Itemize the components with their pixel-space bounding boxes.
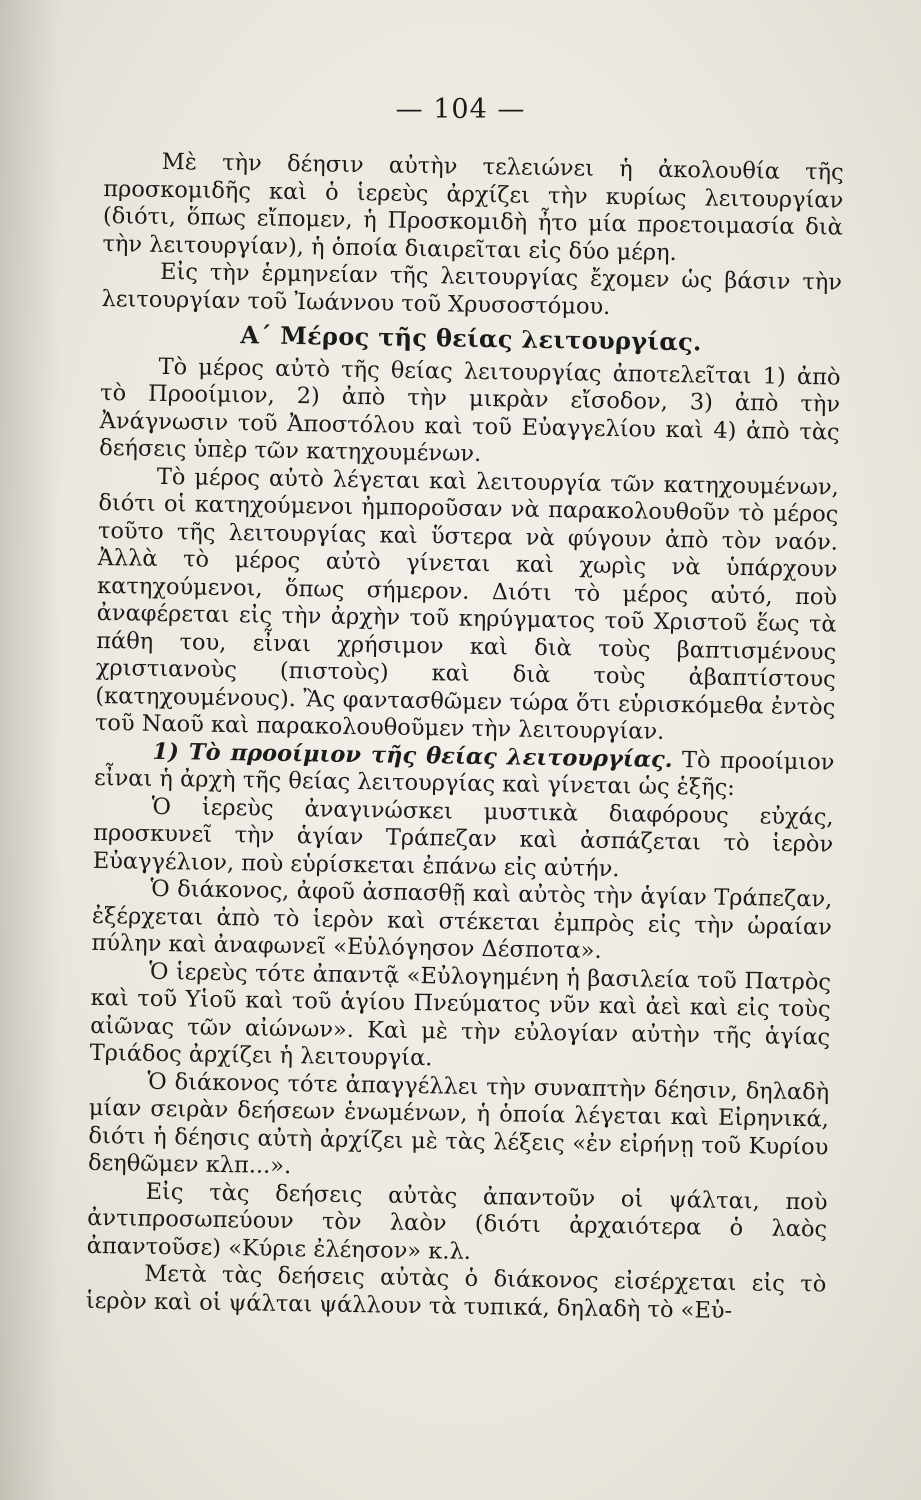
paragraph-liturgy-6: Μετὰ τὰς δεήσεις αὐτὰς ὁ διάκονος εἰσέρχεται εἰς τὸ ἱερὸν καὶ οἱ ψάλται ψάλλουν τὰ τυπικά, δηλαδὴ τὸ «Εὐ- <box>85 1260 827 1324</box>
paragraph-intro-2: Εἰς τὴν ἑρμηνείαν τῆς λειτουργίας ἔχομεν ὡς βάσιν τὴν λειτουργίαν τοῦ Ἰωάννου τοῦ Χρυσοστόμου. <box>101 258 843 320</box>
page-number: — 104 — <box>395 94 526 125</box>
paragraph-intro-1: Μὲ τὴν δέησιν αὐτὴν τελειώνει ἡ ἀκολουθία τῆς προσκομιδῆς καὶ ὁ ἱερεὺς ἀρχίζει τὴν κυρίως λειτουργίαν (διότι, ὅπως εἴπομεν, ἡ Προσκομιδὴ ἦτο μία προετοιμασία διὰ τὴν λειτουργίαν), ἡ ὁποία διαιρεῖται εἰς δύο μέρη. <box>102 148 844 266</box>
paragraph-part-a-1: Τὸ μέρος αὐτὸ τῆς θείας λειτουργίας ἀποτελεῖται 1) ἀπὸ τὸ Προοίμιον, 2) ἀπὸ τὴν μικρὰν εἴσοδον, 3) ἀπὸ τὴν Ἀνάγνωσιν τοῦ Ἀποστόλου καὶ τοῦ Εὐαγγελίου καὶ 4) ἀπὸ τὰς δεήσεις ὑπὲρ τῶν κατηχουμένων. <box>99 353 841 467</box>
paragraph-liturgy-1: Ὁ ἱερεὺς ἀναγινώσκει μυστικὰ διαφόρους εὐχάς, προσκυνεῖ τὴν ἁγίαν Τράπεζαν καὶ ἀσπάζεται τὸ ἱερὸν Εὐαγγέλιον, ποὺ εὑρίσκεται ἐπάνω εἰς αὐτήν. <box>92 793 834 882</box>
section-heading: Α΄ Μέρος τῆς θείας λειτουργίας. <box>240 320 702 357</box>
paragraph-liturgy-4: Ὁ διάκονος τότε ἀπαγγέλλει τὴν συναπτὴν δέησιν, δηλαδὴ μίαν σειρὰν δεήσεων ἑνωμένων, ἡ ὁποία λέγεται καὶ Εἰρηνικά, διότι ἡ δέησις αὐτὴ ἀρχίζει μὲ τὰς λέξεις «ἐν εἰρήνῃ τοῦ Κυρίου δεηθῶμεν κλπ...». <box>87 1068 830 1180</box>
paragraph-liturgy-5: Εἰς τὰς δεήσεις αὐτὰς ἀπαντοῦν οἱ ψάλται, ποὺ ἀντιπροσωπεύουν τὸν λαὸν (διότι ἀρχαιότερα ὁ λαὸς ἀπαντοῦσε) «Κύριε ἐλέησον» κ.λ. <box>86 1178 828 1265</box>
prooimion-run-in-heading: 1) Τὸ προοίμιον τῆς θείας λειτουργίας. <box>152 738 673 773</box>
paragraph-liturgy-2: Ὁ διάκονος, ἀφοῦ ἀσπασθῇ καὶ αὐτὸς τὴν ἁγίαν Τράπεζαν, ἐξέρχεται ἀπὸ τὸ ἱερὸν καὶ στέκεται ἐμπρὸς εἰς τὴν ὡραίαν πύλην καὶ ἀναφωνεῖ «Εὐλόγησον Δέσποτα». <box>91 875 833 964</box>
prooimion-text: Τὸ προοίμιον εἶναι ἡ ἀρχὴ τῆς θείας λειτουργίας καὶ γίνεται ὡς ἑξῆς: <box>93 746 835 801</box>
body-text <box>86 148 844 1326</box>
paragraph-part-a-2: Τὸ μέρος αὐτὸ λέγεται καὶ λειτουργία τῶν κατηχουμένων, διότι οἱ κατηχούμενοι ἠμποροῦσαν νὰ παρακολουθοῦν τὸ μέρος τοῦτο τῆς λειτουργίας καὶ ὕστερα νὰ φύγουν ἀπὸ τὸν ναόν. Ἀλλὰ τὸ μέρος αὐτὸ γίνεται καὶ χωρὶς νὰ ὑπάρχουν κατηχούμενοι, ὅπως σήμερον. Διότι τὸ μέρος αὐτό, ποὺ ἀναφέρεται εἰς τὴν ἀρχὴν τοῦ κηρύγματος τοῦ Χριστοῦ ἕως τὰ πάθη του, εἶναι χρήσιμον καὶ διὰ τοὺς βαπτισμένους χριστιανοὺς (πιστοὺς) καὶ διὰ τοὺς ἀβαπτίστους (κατηχουμένους). Ἂς φαντασθῶμεν τώρα ὅτι εὑρισκόμεθα ἐντὸς τοῦ Ναοῦ καὶ παρακολουθοῦμεν τὴν λειτουργίαν. <box>94 463 839 745</box>
paragraph-liturgy-3: Ὁ ἱερεὺς τότε ἀπαντᾷ «Εὐλογημένη ἡ βασιλεία τοῦ Πατρὸς καὶ τοῦ Υἱοῦ καὶ τοῦ ἁγίου Πνεύματος νῦν καὶ ἀεὶ καὶ εἰς τοὺς αἰῶνας τῶν αἰώνων». Καὶ μὲ τὴν εὐλογίαν αὐτὴν τῆς ἁγίας Τριάδος ἀρχίζει ἡ λειτουργία. <box>89 958 832 1072</box>
